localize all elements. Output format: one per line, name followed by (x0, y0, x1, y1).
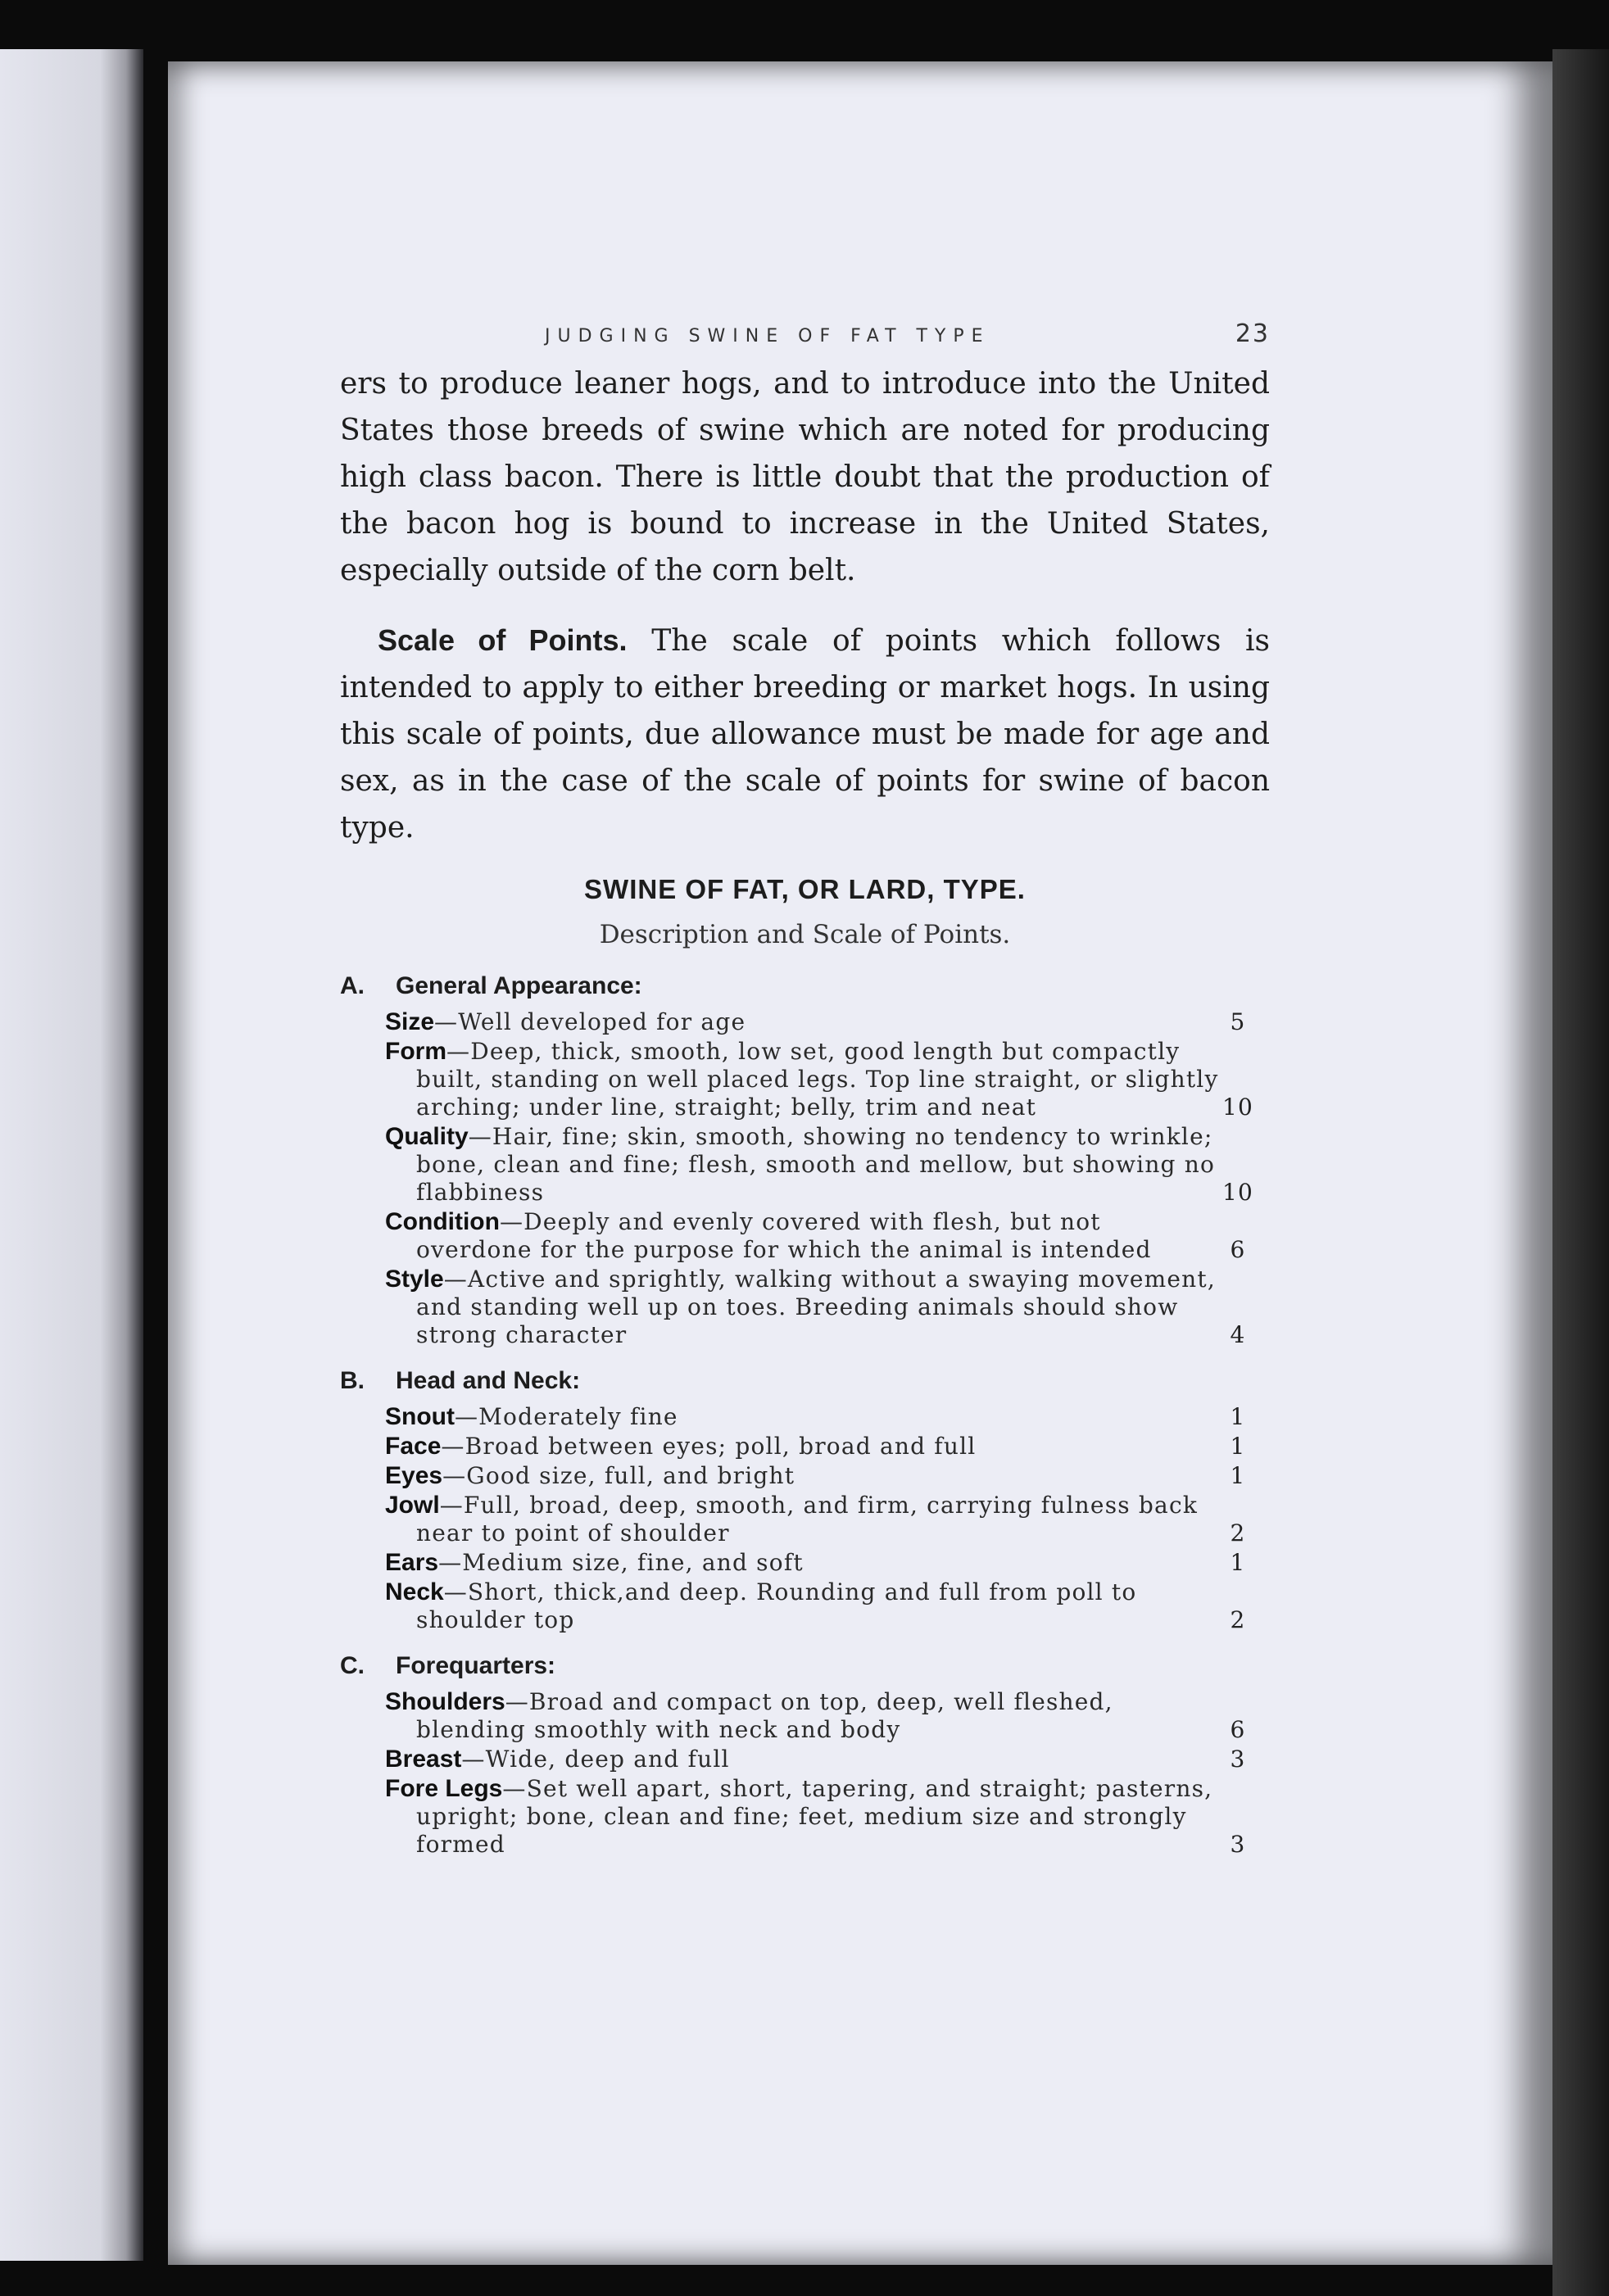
group-title: Head and Neck: (396, 1367, 581, 1394)
item-name: Fore Legs (385, 1775, 503, 1802)
item-name: Shoulders (385, 1688, 505, 1715)
points-group (340, 972, 1270, 1349)
item-description: —Broad between eyes; poll, broad and full (441, 1433, 977, 1460)
points-item (385, 1549, 1270, 1577)
item-points: 3 (1230, 1746, 1246, 1773)
item-points: 6 (1230, 1236, 1246, 1263)
group-heading (340, 972, 1270, 1000)
points-item (385, 1578, 1270, 1634)
page-number: 23 (1235, 319, 1270, 348)
points-item (385, 1688, 1270, 1744)
item-description: —Hair, fine; skin, smooth, showing no tendency to wrinkle; bone, clean and fine; flesh, smooth and mellow, but showing no flabbiness (416, 1123, 1216, 1206)
points-group (340, 1367, 1270, 1634)
group-letter: A. (340, 972, 365, 999)
item-points: 5 (1230, 1008, 1246, 1035)
item-description: —Moderately fine (454, 1403, 678, 1430)
points-item (385, 1462, 1270, 1490)
item-description: —Full, broad, deep, smooth, and firm, carrying fulness back near to point of shoulder (416, 1492, 1198, 1547)
points-item (385, 1492, 1270, 1547)
book-spine-shadow (1552, 49, 1609, 2296)
item-name: Style (385, 1266, 444, 1293)
item-description: —Active and sprightly, walking without a swaying movement, and standing well up on toes. Breeding animals should show strong character (416, 1266, 1216, 1348)
item-description: —Medium size, fine, and soft (438, 1549, 804, 1576)
item-points: 10 (1221, 1094, 1254, 1121)
facing-page-edge (0, 49, 143, 2261)
item-name: Breast (385, 1746, 462, 1773)
item-points: 6 (1230, 1716, 1246, 1743)
group-letter: C. (340, 1652, 365, 1679)
item-points: 10 (1221, 1179, 1254, 1206)
item-name: Condition (385, 1208, 500, 1235)
points-group (340, 1652, 1270, 1859)
points-item (385, 1123, 1270, 1207)
item-name: Eyes (385, 1462, 443, 1489)
points-item (385, 1208, 1270, 1264)
paragraph-1: ers to produce leaner hogs, and to introduce into the United States those breeds of swine which are noted for producing high class bacon. There is little doubt that the production of the bacon hog is bound to increase in the United States, especially outside of the corn belt. (340, 367, 1270, 587)
item-description: —Deep, thick, smooth, low set, good length but compactly built, standing on well placed legs. Top line straight, or slightly arching; under line, straight; belly, trim and neat (416, 1038, 1219, 1121)
item-points: 1 (1230, 1462, 1246, 1489)
item-points: 2 (1230, 1606, 1246, 1633)
group-heading (340, 1652, 1270, 1680)
points-item (385, 1433, 1270, 1460)
points-item (385, 1266, 1270, 1349)
item-points: 1 (1230, 1433, 1246, 1460)
group-title: General Appearance: (396, 972, 642, 999)
item-description: —Deeply and evenly covered with flesh, but not overdone for the purpose for which the animal is intended (416, 1208, 1152, 1263)
paragraph-2-text: The scale of points which follows is intended to apply to either breeding or market hogs. In using this scale of points, due allowance must be made for age and sex, as in the case of the scale of points for swine of bacon type. (340, 624, 1270, 845)
running-head (340, 319, 1270, 360)
item-description: —Short, thick,and deep. Rounding and full from poll to shoulder top (416, 1578, 1137, 1633)
item-description: —Wide, deep and full (461, 1746, 730, 1773)
item-name: Size (385, 1008, 435, 1035)
section-title: SWINE OF FAT, OR LARD, TYPE. (584, 874, 1026, 904)
group-letter: B. (340, 1367, 365, 1394)
scale-of-points (340, 972, 1270, 1859)
item-points: 1 (1230, 1549, 1246, 1576)
item-name: Form (385, 1038, 446, 1065)
item-points: 3 (1230, 1831, 1246, 1858)
group-heading (340, 1367, 1270, 1395)
group-title: Forequarters: (396, 1652, 556, 1679)
paragraph-2-heading: Scale of Points. (378, 623, 628, 657)
points-item (385, 1746, 1270, 1773)
item-points: 1 (1230, 1403, 1246, 1430)
section-subtitle: Description and Scale of Points. (599, 920, 1011, 949)
item-name: Jowl (385, 1492, 440, 1519)
item-name: Quality (385, 1123, 469, 1150)
paragraph-2 (340, 617, 1270, 851)
item-name: Face (385, 1433, 442, 1460)
item-name: Ears (385, 1549, 439, 1576)
points-item (385, 1403, 1270, 1431)
running-head-title: JUDGING SWINE OF FAT TYPE (545, 326, 990, 346)
page-content (340, 319, 1270, 1877)
points-item (385, 1038, 1270, 1121)
points-item (385, 1008, 1270, 1036)
item-points: 4 (1230, 1321, 1246, 1348)
item-description: —Good size, full, and bright (442, 1462, 795, 1489)
item-description: —Set well apart, short, tapering, and straight; pasterns, upright; bone, clean and fine; feet, medium size and strongly formed (416, 1775, 1213, 1858)
item-description: —Broad and compact on top, deep, well fleshed, blending smoothly with neck and body (416, 1688, 1113, 1743)
points-item (385, 1775, 1270, 1859)
item-name: Neck (385, 1578, 444, 1605)
item-points: 2 (1230, 1519, 1246, 1547)
item-description: —Well developed for age (434, 1008, 746, 1035)
item-name: Snout (385, 1403, 455, 1430)
